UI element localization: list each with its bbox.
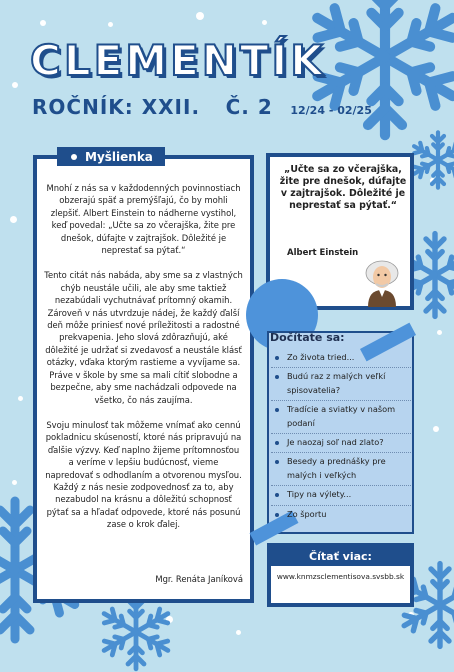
article-tag-label: Myšlienka — [85, 149, 153, 164]
snow-dot — [433, 426, 439, 432]
list-item: Zo športu — [271, 506, 411, 524]
contents-title: Dočítate sa: — [270, 331, 345, 344]
article-paragraph: Mnohí z nás sa v každodenných povinnostiach obzerajú späť a premýšľajú, čo by mohli zlepšiť. Albert Einstein to nádherne vystihol, keď povedal: „Učte sa zo včerajška, žite pre dnešok, dúfajte v zajtrajšok. Dôležité je neprestať sa pýtať.“ — [46, 183, 241, 256]
quote-text: „Učte sa zo včerajška, žite pre dnešok, dúfajte v zajtrajšok. Dôležité je neprestať sa pýtať.“ — [279, 164, 407, 211]
list-item: Besedy a prednášky pre malých i veľkých — [271, 453, 411, 486]
newsletter-title: CLEMENTÍK — [30, 36, 326, 85]
snow-dot — [10, 216, 17, 223]
snow-dot — [40, 20, 46, 26]
snow-dot — [12, 480, 17, 485]
snowflake-icon — [96, 592, 176, 672]
list-item: Tipy na výlety... — [271, 486, 411, 505]
article-paragraph: Svoju minulosť tak môžeme vnímať ako cennú pokladnicu skúseností, ktoré nás pripravujú na ďalšie výzvy. Keď naplno žijeme prítomnosťou a veríme v lepšiu budúcnosť, vieme napredovať s odhodlaním a otvorenou mysľou. Každý z nás nesie zodpovednosť za to, aby nezabudol na krásnu a dôležitú schopnosť pýtať sa a hľadať odpovede, ktoré nás posunú zase o krok ďalej. — [45, 419, 242, 530]
article-paragraph: Tento citát nás nabáda, aby sme sa z vlastných chýb neustále učili, ale aby sme taktiež nezabúdali vychutnávať prítomný okamih. Zároveň v nás utvrdzuje nádej, že každý ďalší deň môže priniesť nové príležitosti a radostné prekvapenia. Jeho slová zdôrazňujú, aké dôležité je udržať si zvedavosť a neustále klásť otázky, vďaka ktorým rastieme a vyvíjame sa. Práve v škole by sme sa mali cítiť slobodne a bezpečne, aby sme nachádzali odpovede na všetko, čo nás zaujíma. — [44, 270, 243, 405]
list-item: Tradície a sviatky v našom podaní — [271, 401, 411, 434]
snow-dot — [236, 630, 241, 635]
snow-dot — [196, 12, 204, 20]
issue-line — [32, 95, 372, 119]
quote-author: Albert Einstein — [287, 248, 359, 258]
list-item: Zo života tried... — [271, 349, 411, 368]
list-item: Je naozaj soľ nad zlato? — [271, 434, 411, 453]
issue-date: 12/24 - 02/25 — [290, 104, 372, 117]
issue-number: Č. 2 — [225, 95, 273, 119]
snow-dot — [12, 82, 18, 88]
snow-dot — [262, 20, 267, 25]
list-item: Budú raz z malých veľkí spisovatelia? — [271, 368, 411, 401]
einstein-portrait-icon — [362, 257, 402, 307]
contents-list — [271, 349, 411, 524]
snow-dot — [18, 396, 23, 401]
article-tag — [57, 147, 165, 166]
bullet-icon — [71, 154, 77, 160]
volume-label: ROČNÍK: XXII. — [32, 95, 201, 119]
article-author: Mgr. Renáta Janíková — [155, 574, 243, 584]
snowflake-icon — [408, 130, 454, 190]
read-more-title: Čítať viac: — [271, 547, 410, 566]
snow-dot — [437, 330, 442, 335]
snow-dot — [108, 22, 113, 27]
website-link[interactable]: www.knmzsclementisova.svsbb.sk — [276, 572, 405, 581]
article-body — [44, 182, 243, 544]
